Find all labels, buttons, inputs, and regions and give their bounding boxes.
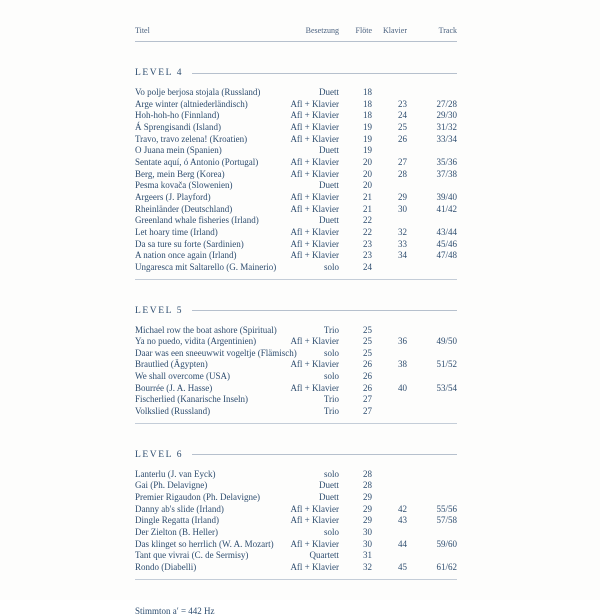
- row-floete: 19: [363, 145, 372, 156]
- column-header-titel: Titel: [135, 26, 150, 35]
- row-floete: 31: [363, 550, 372, 561]
- row-floete: 29: [363, 515, 372, 526]
- section-heading: [135, 306, 457, 316]
- row-floete: 23: [363, 250, 372, 261]
- row-besetzung: Trio: [323, 324, 339, 335]
- row-floete: 29: [363, 503, 372, 514]
- table-header-row: [135, 26, 457, 42]
- row-besetzung: Duett: [319, 492, 339, 503]
- row-besetzung: Afl + Klavier: [290, 133, 339, 144]
- row-track: 29/30: [436, 110, 457, 121]
- row-title: Daar was een sneeuwwit vogeltje (Flämisch): [135, 347, 297, 358]
- row-floete: 26: [363, 382, 372, 393]
- table-row: [135, 169, 457, 181]
- row-besetzung: Afl + Klavier: [290, 359, 339, 370]
- sections: [135, 68, 457, 580]
- row-besetzung: Afl + Klavier: [290, 191, 339, 202]
- row-title: Danny ab's slide (Irland): [135, 503, 224, 514]
- table-row: [135, 359, 457, 371]
- table-row: [135, 371, 457, 383]
- table-row: [135, 227, 457, 239]
- table-row: [135, 515, 457, 527]
- row-besetzung: solo: [323, 261, 339, 272]
- row-floete: 29: [363, 492, 372, 503]
- row-klavier: 24: [398, 110, 407, 121]
- row-track: 51/52: [436, 359, 457, 370]
- table-row: [135, 215, 457, 227]
- row-floete: 28: [363, 468, 372, 479]
- row-title: Bourrée (J. A. Hasse): [135, 382, 213, 393]
- table-row: [135, 527, 457, 539]
- row-klavier: 27: [398, 156, 407, 167]
- row-track: 35/36: [436, 156, 457, 167]
- contents-table: [135, 26, 457, 616]
- row-besetzung: Duett: [319, 87, 339, 97]
- row-track: 53/54: [436, 382, 457, 393]
- table-row: [135, 539, 457, 551]
- column-header-track: Track: [438, 26, 457, 35]
- row-title: Rheinländer (Deutschland): [135, 203, 233, 214]
- row-besetzung: solo: [323, 468, 339, 479]
- row-besetzung: Duett: [319, 215, 339, 226]
- column-header-klavier: Klavier: [383, 26, 407, 35]
- row-besetzung: Afl + Klavier: [290, 203, 339, 214]
- row-besetzung: Afl + Klavier: [290, 515, 339, 526]
- row-besetzung: Quartett: [309, 550, 339, 561]
- table-row: [135, 325, 457, 337]
- row-floete: 22: [363, 215, 372, 226]
- row-klavier: 26: [398, 133, 407, 144]
- row-title: Ya no puedo, vidita (Argentinien): [135, 336, 257, 347]
- row-floete: 18: [363, 110, 372, 121]
- section-heading: [135, 68, 457, 78]
- row-besetzung: Duett: [319, 180, 339, 191]
- row-klavier: 30: [398, 203, 407, 214]
- row-floete: 26: [363, 359, 372, 370]
- row-floete: 27: [363, 406, 372, 417]
- row-floete: 32: [363, 562, 372, 572]
- row-besetzung: Afl + Klavier: [290, 336, 339, 347]
- column-header-besetzung: Besetzung: [305, 26, 339, 35]
- section-heading-label: LEVEL 6: [135, 449, 184, 460]
- section-heading-rule: [192, 454, 457, 455]
- row-klavier: 32: [398, 226, 407, 237]
- row-besetzung: Afl + Klavier: [290, 562, 339, 572]
- row-title: Hoh-hoh-ho (Finnland): [135, 110, 220, 121]
- row-besetzung: solo: [323, 347, 339, 358]
- row-title: Arge winter (altniederländisch): [135, 98, 248, 109]
- row-title: Dingle Regatta (Irland): [135, 515, 219, 526]
- row-floete: 23: [363, 238, 372, 249]
- row-track: 39/40: [436, 191, 457, 202]
- row-track: 41/42: [436, 203, 457, 214]
- row-besetzung: Afl + Klavier: [290, 110, 339, 121]
- row-floete: 21: [363, 203, 372, 214]
- row-besetzung: Afl + Klavier: [290, 168, 339, 179]
- table-row: [135, 192, 457, 204]
- row-track: 49/50: [436, 336, 457, 347]
- row-floete: 26: [363, 371, 372, 382]
- row-title: Á Sprengisandi (Island): [135, 121, 221, 132]
- row-besetzung: Afl + Klavier: [290, 98, 339, 109]
- row-klavier: 38: [398, 359, 407, 370]
- row-besetzung: Afl + Klavier: [290, 238, 339, 249]
- row-klavier: 40: [398, 382, 407, 393]
- tuning-note: Stimmton a′ = 442 Hz: [135, 605, 215, 616]
- table-row: [135, 145, 457, 157]
- row-floete: 27: [363, 394, 372, 405]
- row-title: Michael row the boat ashore (Spiritual): [135, 324, 277, 335]
- level-section: [135, 306, 457, 424]
- row-title: Tant que vivrai (C. de Sermisy): [135, 550, 249, 561]
- row-title: A nation once again (Irland): [135, 250, 237, 261]
- row-klavier: 29: [398, 191, 407, 202]
- row-floete: 18: [363, 98, 372, 109]
- row-title: Der Zielton (B. Heller): [135, 527, 218, 538]
- row-floete: 20: [363, 180, 372, 191]
- row-besetzung: Afl + Klavier: [290, 382, 339, 393]
- row-floete: 18: [363, 87, 372, 97]
- row-klavier: 25: [398, 121, 407, 132]
- table-row: [135, 336, 457, 348]
- row-track: 47/48: [436, 250, 457, 261]
- row-title: Let hoary time (Irland): [135, 226, 218, 237]
- table-row: [135, 250, 457, 262]
- row-floete: 21: [363, 191, 372, 202]
- row-title: Greenland whale fisheries (Irland): [135, 215, 259, 226]
- section-rows: [135, 325, 457, 424]
- table-row: [135, 492, 457, 504]
- row-klavier: 42: [398, 503, 407, 514]
- row-besetzung: Trio: [323, 394, 339, 405]
- section-heading-label: LEVEL 4: [135, 68, 184, 78]
- row-besetzung: solo: [323, 371, 339, 382]
- row-floete: 30: [363, 538, 372, 549]
- table-row: [135, 383, 457, 395]
- row-besetzung: Afl + Klavier: [290, 538, 339, 549]
- row-title: Ungaresca mit Saltarello (G. Mainerio): [135, 261, 277, 272]
- row-track: 61/62: [436, 562, 457, 572]
- level-section: [135, 450, 457, 580]
- row-title: Argeers (J. Playford): [135, 191, 211, 202]
- row-floete: 24: [363, 261, 372, 272]
- row-track: 37/38: [436, 168, 457, 179]
- table-row: [135, 550, 457, 562]
- section-heading: [135, 450, 457, 460]
- row-floete: 25: [363, 336, 372, 347]
- row-klavier: 23: [398, 98, 407, 109]
- row-track: 55/56: [436, 503, 457, 514]
- row-klavier: 34: [398, 250, 407, 261]
- row-title: Da sa ture su forte (Sardinien): [135, 238, 244, 249]
- row-besetzung: solo: [323, 527, 339, 538]
- row-title: Rondo (Diabelli): [135, 562, 197, 572]
- table-row: [135, 157, 457, 169]
- row-title: O Juana mein (Spanien): [135, 145, 222, 156]
- row-besetzung: Afl + Klavier: [290, 156, 339, 167]
- row-besetzung: Afl + Klavier: [290, 503, 339, 514]
- row-title: Volkslied (Russland): [135, 406, 211, 417]
- row-title: Brautlied (Ägypten): [135, 359, 208, 370]
- row-besetzung: Duett: [319, 480, 339, 491]
- row-floete: 20: [363, 168, 372, 179]
- row-klavier: 36: [398, 336, 407, 347]
- row-title: We shall overcome (USA): [135, 371, 230, 382]
- row-track: 27/28: [436, 98, 457, 109]
- table-row: [135, 110, 457, 122]
- table-row: [135, 394, 457, 406]
- row-floete: 28: [363, 480, 372, 491]
- table-row: [135, 87, 457, 99]
- row-track: 31/32: [436, 121, 457, 132]
- row-track: 33/34: [436, 133, 457, 144]
- section-rows: [135, 87, 457, 280]
- table-row: [135, 134, 457, 146]
- row-floete: 19: [363, 133, 372, 144]
- table-row: [135, 122, 457, 134]
- row-floete: 19: [363, 121, 372, 132]
- row-floete: 20: [363, 156, 372, 167]
- row-floete: 25: [363, 347, 372, 358]
- row-title: Das klinget so herrlich (W. A. Mozart): [135, 538, 274, 549]
- table-row: [135, 348, 457, 360]
- row-track: 45/46: [436, 238, 457, 249]
- row-klavier: 45: [398, 562, 407, 572]
- row-track: 59/60: [436, 538, 457, 549]
- row-title: Travo, travo zelena! (Kroatien): [135, 133, 248, 144]
- row-klavier: 28: [398, 168, 407, 179]
- section-rows: [135, 469, 457, 580]
- row-klavier: 33: [398, 238, 407, 249]
- row-besetzung: Afl + Klavier: [290, 121, 339, 132]
- table-row: [135, 480, 457, 492]
- row-besetzung: Afl + Klavier: [290, 250, 339, 261]
- table-row: [135, 180, 457, 192]
- table-row: [135, 99, 457, 111]
- section-heading-label: LEVEL 5: [135, 305, 184, 316]
- row-klavier: 43: [398, 515, 407, 526]
- level-section: [135, 68, 457, 280]
- row-title: Vo polje berjosa stojala (Russland): [135, 87, 261, 97]
- table-row: [135, 562, 457, 574]
- row-title: Lanterlu (J. van Eyck): [135, 468, 216, 479]
- table-row: [135, 504, 457, 516]
- row-floete: 25: [363, 324, 372, 335]
- row-title: Premier Rigaudon (Ph. Delavigne): [135, 492, 260, 503]
- column-header-floete: Flöte: [355, 26, 372, 35]
- table-row: [135, 204, 457, 216]
- table-row: [135, 406, 457, 418]
- row-title: Gai (Ph. Delavigne): [135, 480, 208, 491]
- section-heading-rule: [192, 310, 457, 311]
- row-besetzung: Trio: [323, 406, 339, 417]
- row-title: Fischerlied (Kanarische Inseln): [135, 394, 248, 405]
- row-besetzung: Duett: [319, 145, 339, 156]
- row-title: Sentate aquí, ó Antonio (Portugal): [135, 156, 259, 167]
- row-floete: 22: [363, 226, 372, 237]
- row-floete: 30: [363, 527, 372, 538]
- row-title: Pesma kovača (Slowenien): [135, 180, 233, 191]
- table-row: [135, 469, 457, 481]
- row-klavier: 44: [398, 538, 407, 549]
- row-title: Berg, mein Berg (Korea): [135, 168, 225, 179]
- section-heading-rule: [192, 73, 457, 74]
- row-besetzung: Afl + Klavier: [290, 226, 339, 237]
- row-track: 57/58: [436, 515, 457, 526]
- row-track: 43/44: [436, 226, 457, 237]
- table-row: [135, 262, 457, 274]
- table-row: [135, 239, 457, 251]
